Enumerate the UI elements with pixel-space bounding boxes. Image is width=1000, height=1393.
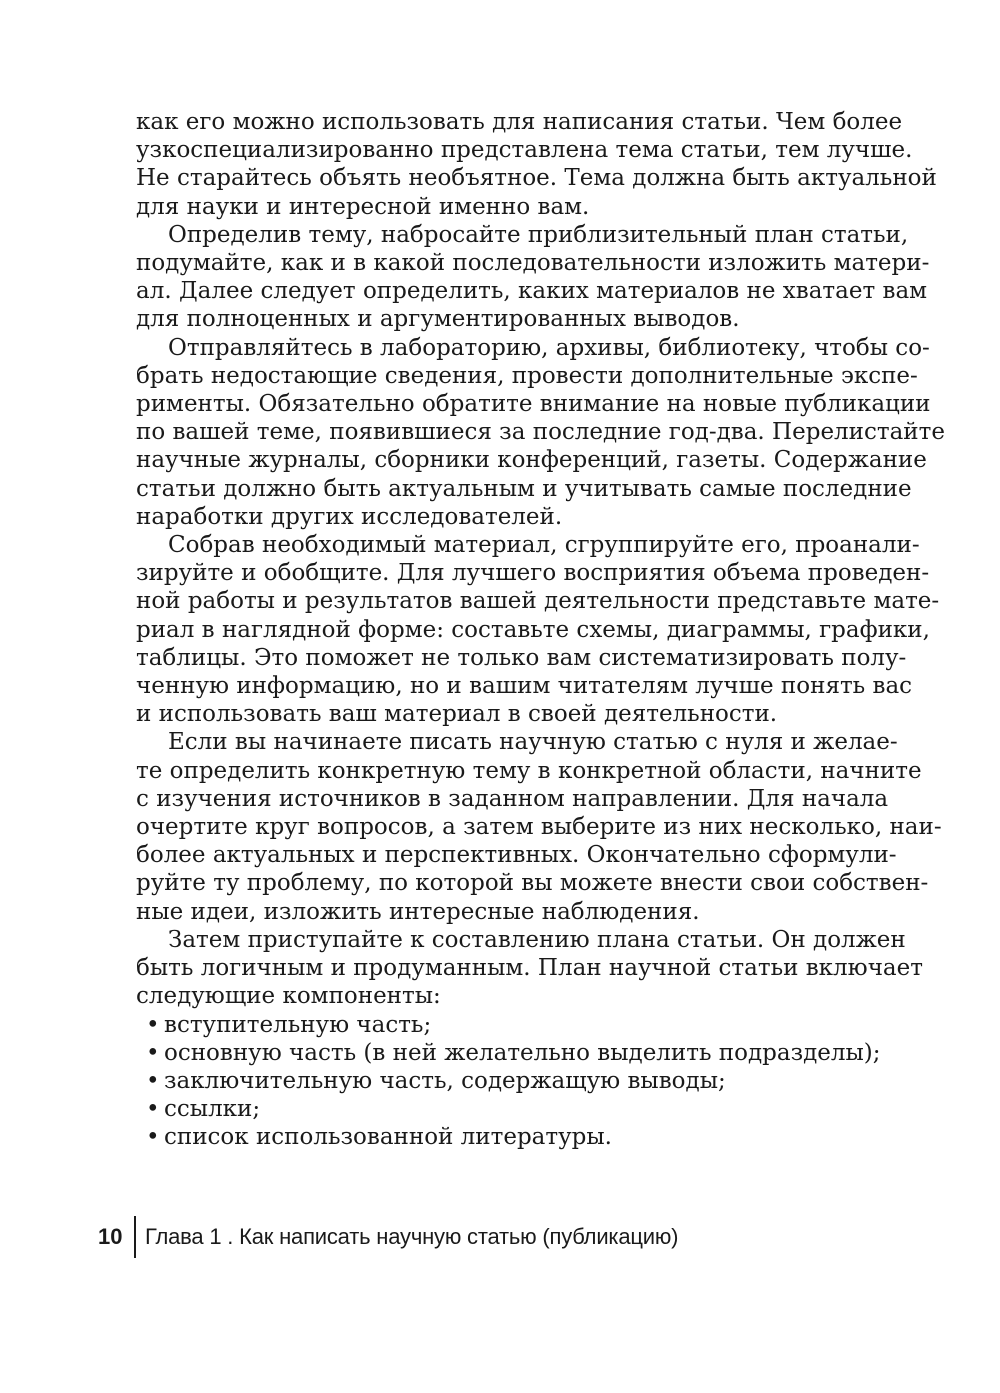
bullet-marker: • — [146, 1067, 160, 1094]
paragraph-line: для полноценных и аргументированных выводов. — [136, 306, 740, 333]
paragraph — [136, 334, 945, 531]
paragraph-line: Если вы начинаете писать научную статью с нуля и желае- — [168, 729, 898, 756]
paragraph — [136, 926, 923, 1011]
paragraph-line: как его можно использовать для написания статьи. Чем более — [136, 109, 903, 135]
list-item-text: вступительную часть; — [164, 1011, 432, 1038]
paragraph-line: для науки и интересной именно вам. — [136, 193, 590, 220]
paragraph-line: ченную информацию, но и вашим читателям лучше понять вас — [136, 673, 913, 700]
paragraph-line: Отправляйтесь в лабораторию, архивы, библиотеку, чтобы со- — [168, 334, 930, 361]
paragraph-line: руйте ту проблему, по которой вы можете внести свои собствен- — [136, 870, 929, 897]
list-item — [146, 1011, 880, 1039]
paragraph-line: по вашей теме, появившиеся за последние год-два. Перелистайте — [136, 419, 945, 446]
paragraph-line: очертите круг вопросов, а затем выберите из них несколько, наи- — [136, 814, 942, 841]
page-body — [136, 108, 945, 1152]
paragraph-line: Определив тему, набросайте приблизительный план статьи, — [168, 221, 909, 248]
list-item — [146, 1095, 880, 1123]
list-item-text: заключительную часть, содержащую выводы; — [164, 1067, 726, 1094]
paragraph — [136, 108, 937, 221]
page-footer — [98, 1216, 678, 1258]
paragraph-line: ные идеи, изложить интересные наблюдения. — [136, 898, 700, 925]
paragraph-line: с изучения источников в заданном направлении. Для начала — [136, 785, 889, 812]
paragraph-line: Собрав необходимый материал, сгруппируйте его, проанали- — [168, 532, 920, 559]
running-chapter-title: Глава 1 . Как написать научную статью (публикацию) — [145, 1224, 679, 1249]
paragraph-line: статьи должно быть актуальным и учитывать самые последние — [136, 475, 912, 502]
paragraph-line: узкоспециализированно представлена тема статьи, тем лучше. — [136, 137, 913, 164]
paragraph-line: следующие компоненты: — [136, 983, 441, 1010]
bullet-marker: • — [146, 1011, 160, 1038]
list-item — [146, 1123, 880, 1151]
paragraph-line: Не старайтесь объять необъятное. Тема должна быть актуальной — [136, 165, 937, 192]
bullet-marker: • — [146, 1096, 160, 1123]
footer-divider — [134, 1216, 136, 1258]
list-item-text: основную часть (в ней желательно выделить подразделы); — [164, 1039, 881, 1066]
list-item-text: список использованной литературы. — [164, 1124, 612, 1151]
components-list — [136, 1011, 880, 1152]
paragraph-line: риал в наглядной форме: составьте схемы, диаграммы, графики, — [136, 616, 930, 643]
paragraph-line: наработки других исследователей. — [136, 503, 563, 530]
paragraph-line: и использовать ваш материал в своей деятельности. — [136, 701, 778, 728]
list-item-text: ссылки; — [164, 1096, 261, 1123]
bullet-marker: • — [146, 1039, 160, 1066]
paragraph-line: зируйте и обобщите. Для лучшего восприятия объема проведен- — [136, 560, 930, 587]
list-item — [146, 1067, 880, 1095]
list-item — [146, 1039, 881, 1067]
paragraph-line: брать недостающие сведения, провести дополнительные экспе- — [136, 362, 918, 389]
paragraph-line: научные журналы, сборники конференций, газеты. Содержание — [136, 447, 927, 474]
main-text — [136, 108, 945, 1011]
paragraph-line: более актуальных и перспективных. Окончательно сформули- — [136, 842, 897, 869]
paragraph-line: Затем приступайте к составлению плана статьи. Он должен — [168, 926, 906, 953]
paragraph-line: ной работы и результатов вашей деятельности представьте мате- — [136, 588, 940, 615]
paragraph — [136, 221, 930, 334]
paragraph — [136, 531, 940, 728]
paragraph-line: таблицы. Это поможет не только вам систематизировать полу- — [136, 644, 907, 671]
paragraph-line: быть логичным и продуманным. План научной статьи включает — [136, 955, 923, 982]
paragraph-line: подумайте, как и в какой последовательности изложить матери- — [136, 250, 930, 277]
paragraph-line: те определить конкретную тему в конкретной области, начните — [136, 757, 922, 784]
paragraph — [136, 728, 942, 925]
paragraph-line: рименты. Обязательно обратите внимание на новые публикации — [136, 391, 931, 418]
bullet-marker: • — [146, 1124, 160, 1151]
page-number: 10 — [98, 1224, 123, 1249]
paragraph-line: ал. Далее следует определить, каких материалов не хватает вам — [136, 278, 928, 305]
